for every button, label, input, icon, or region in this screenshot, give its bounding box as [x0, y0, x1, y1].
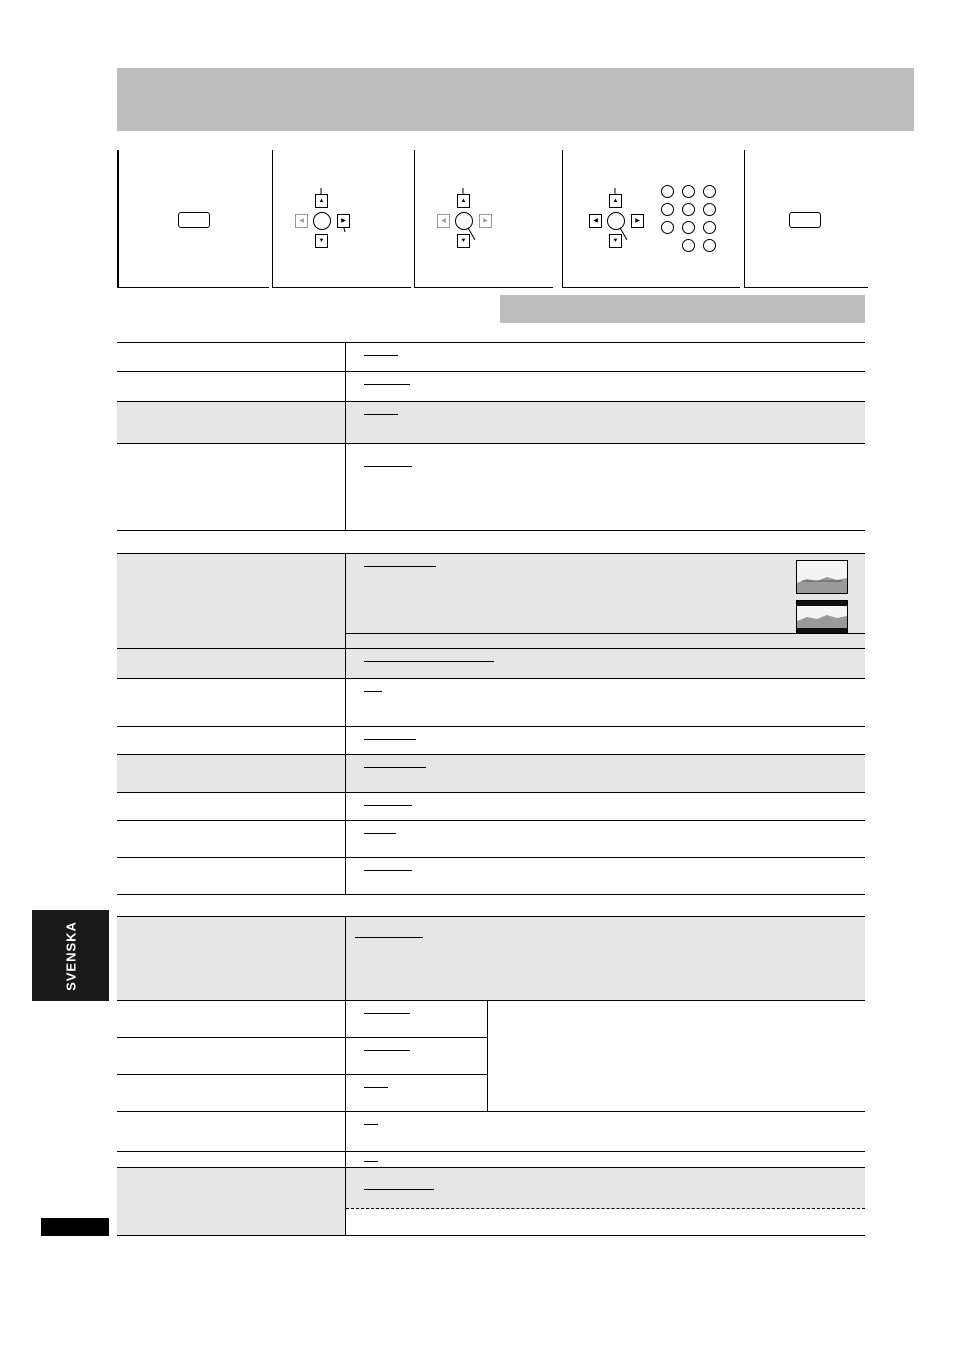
- num-key-1: [661, 185, 674, 198]
- setting-label-cell: [117, 1152, 345, 1168]
- default-underline: [364, 384, 410, 385]
- setting-value-cell: [345, 1112, 865, 1152]
- setting-label-cell: [117, 1112, 345, 1152]
- num-key-5: [682, 203, 695, 216]
- step-illustrations: [117, 150, 867, 288]
- numeric-keypad-icon: [661, 185, 725, 255]
- setting-value-cell: [345, 372, 865, 402]
- setup-button-icon: [178, 212, 210, 228]
- table-row: [117, 726, 865, 755]
- setting-label-cell: [117, 755, 345, 793]
- setting-value-cell: [345, 1075, 487, 1112]
- default-underline: [364, 566, 436, 567]
- default-underline: [364, 1124, 378, 1125]
- setting-value-cell: [345, 402, 865, 444]
- table-row: [117, 443, 865, 531]
- table-row: [117, 1074, 487, 1112]
- table-row: [117, 1037, 487, 1075]
- default-underline: [364, 833, 396, 834]
- setting-value-cell: [345, 821, 865, 858]
- setting-label-cell: [117, 554, 345, 649]
- table-row: [117, 916, 865, 1001]
- num-key-0: [682, 239, 695, 252]
- down-key-icon: ▼: [315, 234, 328, 248]
- default-underline: [364, 739, 416, 740]
- default-underline: [364, 805, 412, 806]
- sub-divider: [345, 633, 865, 634]
- default-underline: [364, 661, 494, 662]
- table-row: [117, 342, 865, 372]
- table-row: [117, 648, 865, 679]
- default-underline: [364, 870, 412, 871]
- up-key-icon: ▲: [457, 194, 470, 208]
- setting-label-cell: [117, 679, 345, 727]
- setting-label-cell: [117, 1075, 345, 1112]
- setting-value-cell: [345, 649, 865, 679]
- setting-label-cell: [117, 821, 345, 858]
- table-header-bar: [500, 295, 865, 323]
- step-2-panel: [272, 150, 411, 288]
- right-key-icon: ▶: [479, 214, 492, 228]
- setting-value-cell: [345, 554, 865, 649]
- setting-value-cell: [345, 1038, 487, 1075]
- step-3-panel: [414, 150, 553, 288]
- setting-value-cell: [345, 793, 865, 821]
- table-row: [117, 1151, 865, 1168]
- language-tab-label: SVENSKA: [63, 920, 78, 991]
- merged-cell-divider: [487, 1000, 488, 1111]
- setting-value-cell: [345, 917, 865, 1001]
- sub-cell: [346, 1209, 865, 1236]
- tv-picture-icon: [796, 600, 848, 634]
- default-underline: [355, 937, 423, 938]
- table-row: [117, 754, 865, 793]
- table-row: [117, 553, 865, 649]
- group-divider: [117, 894, 865, 895]
- up-key-icon: ▲: [609, 194, 622, 208]
- enter-key-icon: [313, 212, 331, 230]
- left-key-icon: ◀: [437, 214, 450, 228]
- page-number-block: [41, 1218, 109, 1236]
- setting-label-cell: [117, 444, 345, 531]
- enter-key-icon: [607, 212, 625, 230]
- default-underline: [364, 1013, 410, 1014]
- table-row: [117, 371, 865, 402]
- default-underline: [364, 466, 412, 467]
- landscape-picture-icon: [797, 561, 847, 593]
- setting-value-cell: [345, 1168, 865, 1236]
- setting-label-cell: [117, 1168, 345, 1236]
- setting-label-cell: [117, 402, 345, 444]
- setting-label-cell: [117, 858, 345, 895]
- table-row: [117, 857, 865, 895]
- setting-label-cell: [117, 649, 345, 679]
- setting-label-cell: [117, 372, 345, 402]
- setting-label-cell: [117, 1001, 345, 1038]
- step-1-panel: [117, 150, 269, 288]
- letterbox-picture-icon: [797, 601, 847, 633]
- table-row: [117, 1111, 865, 1152]
- default-underline: [364, 767, 426, 768]
- num-key-4: [661, 203, 674, 216]
- table-bottom-border: [117, 1235, 865, 1236]
- default-underline: [364, 1087, 388, 1088]
- left-key-icon: ◀: [295, 214, 308, 228]
- num-key-3: [703, 185, 716, 198]
- default-underline: [364, 414, 398, 415]
- setting-value-cell: [345, 343, 865, 372]
- setting-value-cell: [345, 727, 865, 755]
- down-key-icon: ▼: [609, 234, 622, 248]
- settings-table: [117, 342, 865, 1235]
- setting-value-cell: [345, 444, 865, 531]
- setting-value-cell: [345, 1001, 487, 1038]
- group-divider: [117, 530, 865, 531]
- table-row: [117, 1167, 865, 1236]
- up-key-icon: ▲: [315, 194, 328, 208]
- setting-label-cell: [117, 343, 345, 372]
- return-button-icon: [789, 212, 821, 228]
- num-key-10: [703, 239, 716, 252]
- num-key-9: [703, 221, 716, 234]
- default-underline: [364, 1050, 410, 1051]
- left-key-icon: ◀: [589, 214, 602, 228]
- table-row: [117, 820, 865, 858]
- tv-picture-icon: [796, 560, 848, 594]
- setting-value-cell: [345, 858, 865, 895]
- default-underline: [364, 355, 398, 356]
- num-key-8: [682, 221, 695, 234]
- enter-key-icon: [455, 212, 473, 230]
- default-underline: [364, 691, 382, 692]
- default-underline: [364, 1189, 434, 1190]
- setting-value-cell: [345, 1152, 865, 1168]
- step-5-panel: [744, 150, 868, 288]
- table-row: [117, 1000, 865, 1038]
- setting-label-cell: [117, 793, 345, 821]
- setting-value-cell: [345, 679, 865, 727]
- setting-label-cell: [117, 1038, 345, 1075]
- setting-label-cell: [117, 727, 345, 755]
- section-banner: [117, 68, 914, 131]
- down-key-icon: ▼: [457, 234, 470, 248]
- language-tab: [32, 910, 109, 1001]
- default-underline: [364, 1161, 378, 1162]
- table-row: [117, 792, 865, 821]
- table-row: [117, 401, 865, 444]
- num-key-6: [703, 203, 716, 216]
- num-key-2: [682, 185, 695, 198]
- step-4-panel: [562, 150, 740, 288]
- setting-value-cell: [345, 755, 865, 793]
- right-key-icon: ▶: [337, 214, 350, 228]
- setting-label-cell: [117, 917, 345, 1001]
- right-key-icon: ▶: [631, 214, 644, 228]
- num-key-7: [661, 221, 674, 234]
- table-row: [117, 678, 865, 727]
